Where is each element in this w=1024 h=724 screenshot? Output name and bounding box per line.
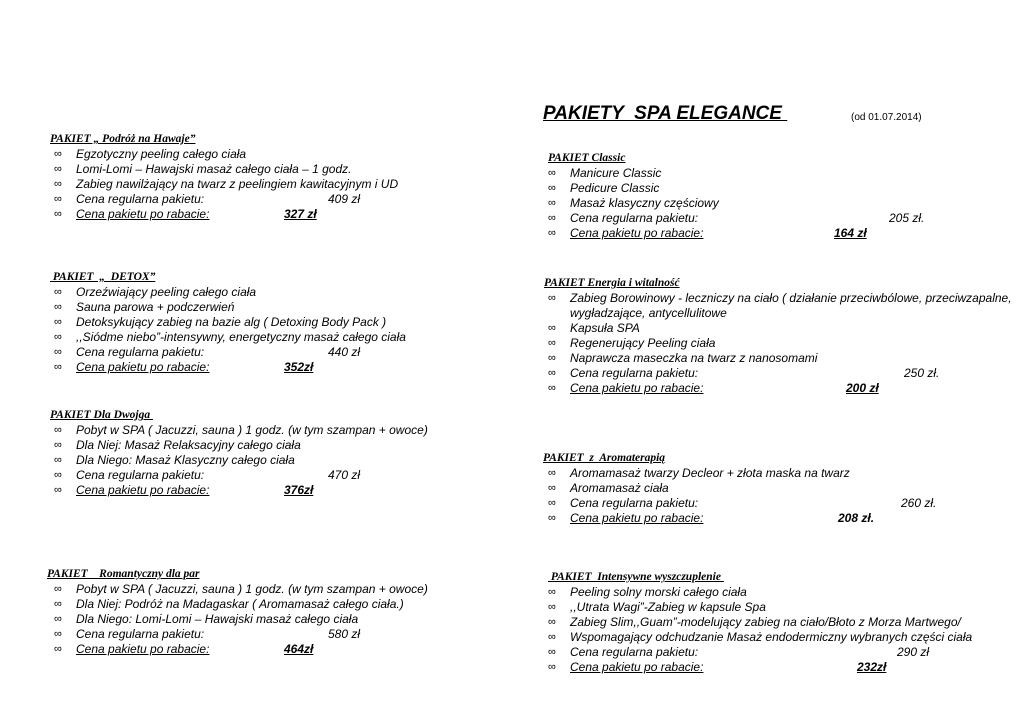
- infinity-bullet-icon: ∞: [548, 182, 556, 194]
- infinity-bullet-icon: ∞: [54, 361, 62, 373]
- discount-price: 164 zł: [834, 226, 867, 240]
- discount-price: 208 zł.: [838, 511, 875, 525]
- discount-price-row: ∞ Cena pakietu po rabacie: 352zł: [54, 360, 314, 374]
- discount-price: 376zł: [284, 483, 314, 497]
- infinity-bullet-icon: ∞: [548, 337, 556, 349]
- infinity-bullet-icon: ∞: [548, 586, 556, 598]
- list-item: ∞ Kapsuła SPA: [548, 321, 640, 335]
- infinity-bullet-icon: ∞: [54, 628, 62, 640]
- infinity-bullet-icon: ∞: [54, 208, 62, 220]
- regular-price: 580 zł: [328, 627, 361, 641]
- infinity-bullet-icon: ∞: [548, 212, 556, 224]
- infinity-bullet-icon: ∞: [54, 583, 62, 595]
- list-item: ∞ Detoksykujący zabieg na bazie alg ( Detoxing Body Pack ): [54, 315, 387, 329]
- package-title: PAKIET „ Podróż na Hawaje”: [50, 133, 196, 145]
- infinity-bullet-icon: ∞: [54, 286, 62, 298]
- infinity-bullet-icon: ∞: [54, 178, 62, 190]
- infinity-bullet-icon: ∞: [548, 292, 556, 304]
- infinity-bullet-icon: ∞: [548, 512, 556, 524]
- list-item: ∞ Masaż klasyczny częściowy: [548, 196, 719, 210]
- regular-price: 440 zł: [328, 345, 361, 359]
- list-item: ∞ Dla Niej: Podróż na Madagaskar ( Aromamasaż całego ciała.): [54, 597, 404, 611]
- regular-price-row: ∞ Cena regularna pakietu: 250 zł.: [548, 366, 940, 380]
- regular-price: 409 zł: [328, 192, 361, 206]
- regular-price-row: ∞ Cena regularna pakietu: 290 zł: [548, 645, 930, 659]
- regular-price-row: ∞ Cena regularna pakietu: 409 zł: [54, 192, 361, 206]
- infinity-bullet-icon: ∞: [54, 454, 62, 466]
- package-title: PAKIET z Aromaterapią: [543, 452, 666, 464]
- infinity-bullet-icon: ∞: [548, 646, 556, 658]
- package-title: PAKIET Romantyczny dla par: [47, 568, 200, 580]
- infinity-bullet-icon: ∞: [54, 424, 62, 436]
- regular-price: 290 zł: [897, 645, 930, 659]
- infinity-bullet-icon: ∞: [548, 467, 556, 479]
- list-item: ∞ ,,Utrata Wagi”-Zabieg w kapsule Spa: [548, 600, 766, 614]
- list-item: ∞ Dla Niego: Lomi-Lomi – Hawajski masaż całego ciała: [54, 612, 359, 626]
- package-energia: [544, 276, 1019, 396]
- infinity-bullet-icon: ∞: [54, 148, 62, 160]
- infinity-bullet-icon: ∞: [54, 346, 62, 358]
- discount-price: 200 zł: [846, 381, 879, 395]
- infinity-bullet-icon: ∞: [548, 631, 556, 643]
- discount-price-row: ∞ Cena pakietu po rabacie: 232zł: [548, 660, 887, 674]
- regular-price: 260 zł.: [901, 496, 937, 510]
- discount-price: 352zł: [284, 360, 314, 374]
- infinity-bullet-icon: ∞: [548, 352, 556, 364]
- package-wyszczuplenie: [548, 570, 1018, 675]
- regular-price: 250 zł.: [904, 366, 940, 380]
- package-hawaje: [50, 132, 520, 222]
- list-item: ∞ Pobyt w SPA ( Jacuzzi, sauna ) 1 godz. (w tym szampan + owoce): [54, 582, 428, 596]
- package-dla-dwojga: [50, 408, 520, 498]
- list-item: ∞ Zabieg Slim,,Guam”-modelujący zabieg na ciało/Błoto z Morza Martwego/: [548, 615, 961, 629]
- infinity-bullet-icon: ∞: [54, 469, 62, 481]
- discount-price-row: ∞ Cena pakietu po rabacie: 208 zł.: [548, 511, 875, 525]
- infinity-bullet-icon: ∞: [54, 598, 62, 610]
- infinity-bullet-icon: ∞: [548, 601, 556, 613]
- list-item: ∞ Regenerujący Peeling ciała: [548, 336, 716, 350]
- infinity-bullet-icon: ∞: [54, 163, 62, 175]
- package-detox: [50, 270, 520, 375]
- list-item: ∞ Orzeźwiający peeling całego ciała: [54, 285, 257, 299]
- package-title: PAKIET Classic: [548, 152, 626, 164]
- infinity-bullet-icon: ∞: [548, 382, 556, 394]
- infinity-bullet-icon: ∞: [548, 227, 556, 239]
- regular-price-row: ∞ Cena regularna pakietu: 470 zł: [54, 468, 361, 482]
- package-title: PAKIET Energia i witalność: [544, 277, 680, 289]
- package-aromaterapia: [543, 451, 1013, 526]
- infinity-bullet-icon: ∞: [548, 322, 556, 334]
- infinity-bullet-icon: ∞: [54, 193, 62, 205]
- infinity-bullet-icon: ∞: [548, 482, 556, 494]
- infinity-bullet-icon: ∞: [548, 197, 556, 209]
- list-item: ∞ Aromamasaż twarzy Decleor + złota maska na twarz: [548, 466, 850, 480]
- infinity-bullet-icon: ∞: [54, 301, 62, 313]
- discount-price: 232zł: [857, 660, 887, 674]
- infinity-bullet-icon: ∞: [548, 167, 556, 179]
- list-item: ∞ Pedicure Classic: [548, 181, 660, 195]
- list-item: ∞ Pobyt w SPA ( Jacuzzi, sauna ) 1 godz. (w tym szampan + owoce): [54, 423, 428, 437]
- package-classic: [544, 151, 1014, 241]
- page-title: PAKIETY SPA ELEGANCE: [543, 103, 788, 124]
- list-item: ∞ Manicure Classic: [548, 166, 662, 180]
- infinity-bullet-icon: ∞: [548, 367, 556, 379]
- discount-price-row: ∞ Cena pakietu po rabacie: 376zł: [54, 483, 314, 497]
- discount-price-row: ∞ Cena pakietu po rabacie: 164 zł: [548, 226, 867, 240]
- list-item: ∞ Egzotyczny peeling całego ciała: [54, 147, 247, 161]
- effective-date: (od 01.07.2014): [851, 112, 922, 123]
- regular-price: 205 zł.: [889, 211, 925, 225]
- regular-price-row: ∞ Cena regularna pakietu: 440 zł: [54, 345, 361, 359]
- discount-price: 327 zł: [284, 207, 317, 221]
- infinity-bullet-icon: ∞: [548, 661, 556, 673]
- regular-price-row: ∞ Cena regularna pakietu: 580 zł: [54, 627, 361, 641]
- infinity-bullet-icon: ∞: [54, 484, 62, 496]
- list-item: ∞ ,,Siódme niebo”-intensywny, energetyczny masaż całego ciała: [54, 330, 406, 344]
- package-title: PAKIET „ DETOX”: [50, 271, 156, 283]
- list-item: ∞ Naprawcza maseczka na twarz z nanosomami: [548, 351, 818, 365]
- package-title: PAKIET Dla Dwojga: [50, 409, 153, 421]
- infinity-bullet-icon: ∞: [54, 613, 62, 625]
- discount-price-row: ∞ Cena pakietu po rabacie: 200 zł: [548, 381, 879, 395]
- infinity-bullet-icon: ∞: [54, 643, 62, 655]
- list-item: ∞ Wspomagający odchudzanie Masaż endodermiczny wybranych części ciała: [548, 630, 973, 644]
- infinity-bullet-icon: ∞: [548, 616, 556, 628]
- list-item: ∞ Lomi-Lomi – Hawajski masaż całego ciała – 1 godz.: [54, 162, 352, 176]
- infinity-bullet-icon: ∞: [54, 439, 62, 451]
- list-item: ∞ Dla Niego: Masaż Klasyczny całego ciała: [54, 453, 295, 467]
- package-romantyczny: [47, 567, 517, 657]
- discount-price: 464zł: [284, 642, 314, 656]
- infinity-bullet-icon: ∞: [54, 331, 62, 343]
- list-item: ∞ Dla Niej: Masaż Relaksacyjny całego ciała: [54, 438, 301, 452]
- regular-price: 470 zł: [328, 468, 361, 482]
- regular-price-row: ∞ Cena regularna pakietu: 260 zł.: [548, 496, 937, 510]
- discount-price-row: ∞ Cena pakietu po rabacie: 464zł: [54, 642, 314, 656]
- list-item: ∞ Zabieg Borowinowy - leczniczy na ciało ( działanie przeciwbólowe, przeciwzapalne, wygładzające, antycellulitowe: [548, 291, 1012, 320]
- list-item: ∞ Aromamasaż ciała: [548, 481, 669, 495]
- list-item: ∞ Zabieg nawilżający na twarz z peelingiem kawitacyjnym i UD: [54, 177, 399, 191]
- infinity-bullet-icon: ∞: [54, 316, 62, 328]
- list-item: ∞ Peeling solny morski całego ciała: [548, 585, 747, 599]
- discount-price-row: ∞ Cena pakietu po rabacie: 327 zł: [54, 207, 317, 221]
- regular-price-row: ∞ Cena regularna pakietu: 205 zł.: [548, 211, 925, 225]
- package-title: PAKIET Intensywne wyszczuplenie: [548, 571, 724, 583]
- infinity-bullet-icon: ∞: [548, 497, 556, 509]
- list-item: ∞ Sauna parowa + podczerwień: [54, 300, 235, 314]
